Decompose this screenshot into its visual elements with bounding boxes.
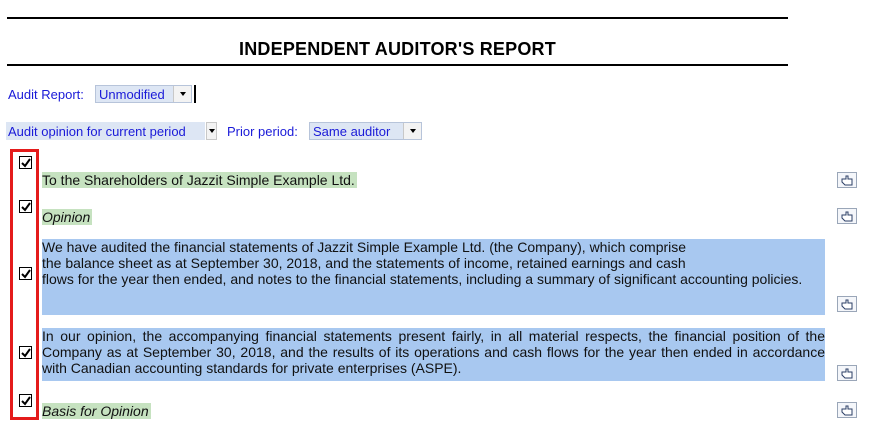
paragraph-checkbox-3[interactable]: [19, 267, 32, 280]
prior-period-dropdown[interactable]: [309, 122, 422, 140]
hand-pointer-icon: [841, 175, 854, 186]
check-icon: [21, 202, 31, 212]
audited-line-2: the balance sheet as at September 30, 2018, and the statements of income, retained earnings and cash: [42, 255, 686, 271]
addressee-text: To the Shareholders of Jazzit Simple Example Ltd.: [42, 172, 355, 188]
edit-paragraph-button-4[interactable]: [837, 365, 857, 381]
check-icon: [21, 396, 31, 406]
chevron-down-icon[interactable]: [403, 123, 421, 139]
hand-pointer-icon: [841, 299, 854, 310]
audit-report-label: Audit Report:: [8, 87, 84, 102]
edit-paragraph-button-2[interactable]: [837, 208, 857, 224]
check-icon: [21, 348, 31, 358]
opinion-heading: [42, 209, 92, 225]
edit-paragraph-button-5[interactable]: [837, 402, 857, 418]
opinion-paragraph-text: In our opinion, the accompanying financial statements present fairly, in all material respects, the financial position of the Company as at September 30, 2018, and the results of its operations and cash flows for the year then ended in accordance with Canadian accounting standards for private enterprises (ASPE).: [42, 328, 825, 376]
check-icon: [21, 158, 31, 168]
hand-pointer-icon: [841, 405, 854, 416]
paragraph-checkbox-2[interactable]: [19, 200, 32, 213]
prior-period-value: Same auditor: [313, 123, 391, 139]
audit-opinion-label: Audit opinion for current period: [8, 123, 186, 139]
hand-pointer-icon: [841, 368, 854, 379]
addressee-line: [42, 172, 357, 188]
check-icon: [21, 269, 31, 279]
audited-line-3: flows for the year then ended, and notes to the financial statements, including a summary of significant accounting policies.: [42, 271, 803, 287]
audit-report-dropdown[interactable]: [95, 85, 192, 103]
basis-for-opinion-heading: [42, 403, 151, 419]
edit-paragraph-button-1[interactable]: [837, 172, 857, 188]
chevron-down-icon[interactable]: [173, 86, 191, 102]
opinion-paragraph: [42, 328, 825, 381]
top-rule: [7, 17, 788, 19]
report-title: INDEPENDENT AUDITOR'S REPORT: [239, 39, 556, 59]
audit-opinion-dropdown[interactable]: [6, 122, 205, 140]
audited-statement-paragraph: [42, 239, 825, 315]
text-caret: [194, 85, 196, 103]
chevron-down-icon[interactable]: [206, 122, 217, 140]
checkbox-highlight-outline: [10, 149, 39, 420]
paragraph-checkbox-4[interactable]: [19, 346, 32, 359]
hand-pointer-icon: [841, 211, 854, 222]
basis-heading-text: Basis for Opinion: [42, 403, 149, 419]
edit-paragraph-button-3[interactable]: [837, 296, 857, 312]
paragraph-checkbox-5[interactable]: [19, 394, 32, 407]
title-underline: [7, 64, 788, 66]
paragraph-checkbox-1[interactable]: [19, 156, 32, 169]
prior-period-label: Prior period:: [227, 124, 298, 139]
audited-line-1: We have audited the financial statements of Jazzit Simple Example Ltd. (the Company), which comprise: [42, 239, 687, 255]
audit-report-value: Unmodified: [99, 86, 165, 102]
opinion-heading-text: Opinion: [42, 209, 91, 225]
